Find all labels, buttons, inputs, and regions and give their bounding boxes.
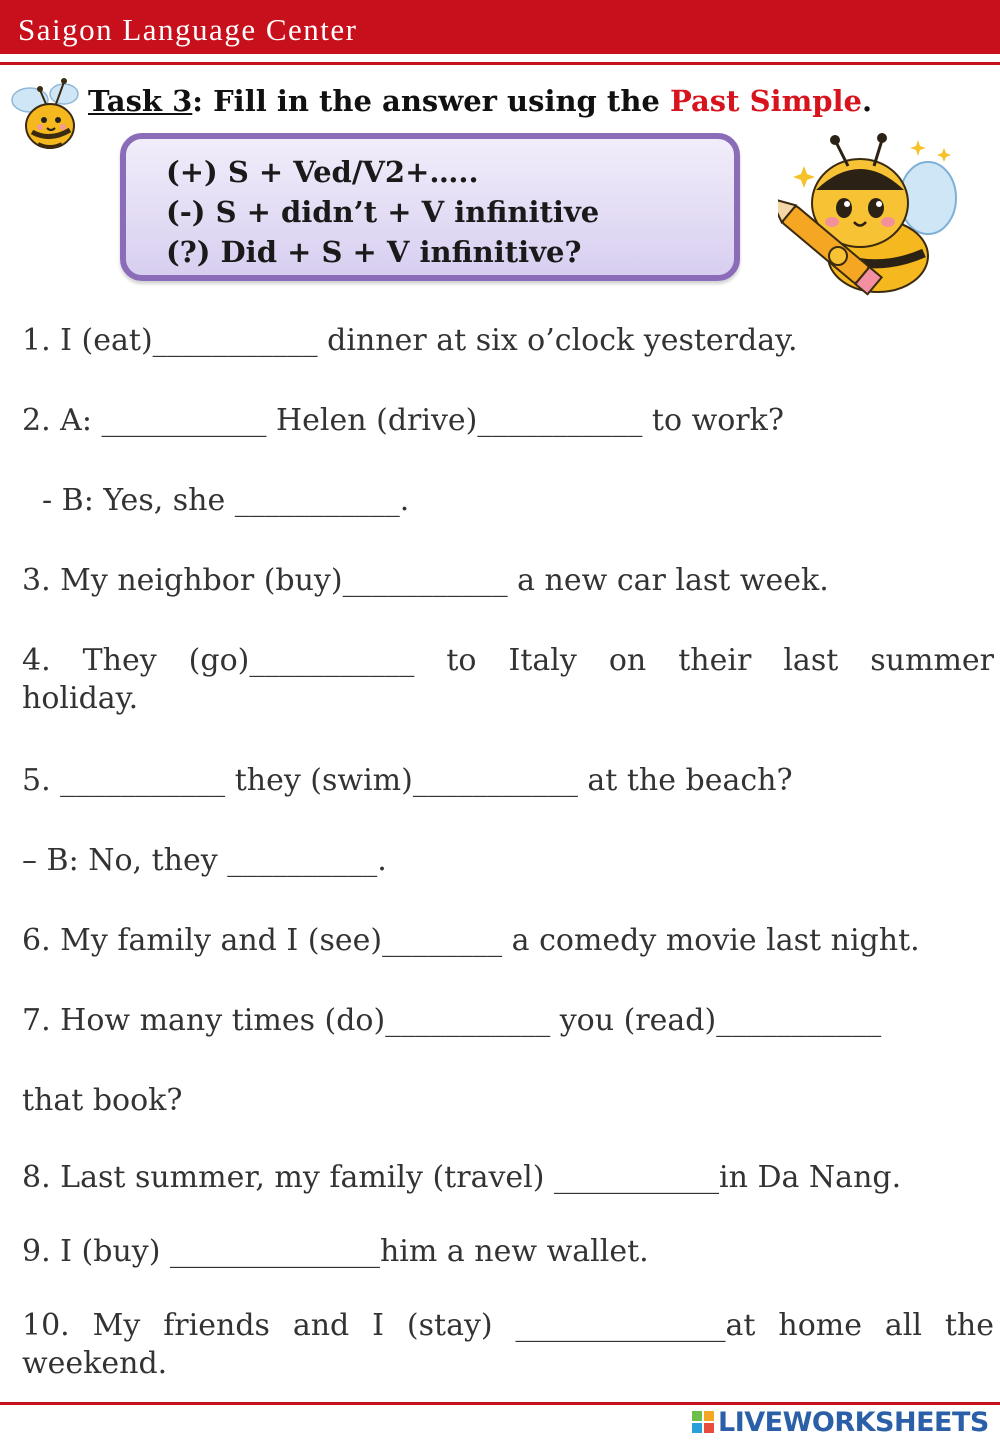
question-4-line2: holiday. [22,681,139,716]
question-5b: – B: No, they __________. [22,843,387,878]
formula-box [120,133,740,281]
question-6: 6. My family and I (see)________ a comedy movie last night. [22,923,920,958]
question-5a: 5. ___________ they (swim)___________ at the beach? [22,763,793,798]
task-label: Task 3 [88,84,193,118]
question-2b: - B: Yes, she ___________. [42,483,410,518]
question-4 [22,642,994,718]
formula-negative: (-) S + didn’t + V infinitive [166,195,600,229]
bee-with-pencil-icon [778,128,968,298]
question-10-line1: 10. My friends and I (stay) ______________at home all the [22,1308,994,1343]
logo-text: LIVEWORKSHEETS [718,1406,989,1438]
liveworksheets-logo [692,1404,989,1440]
question-7-line1: 7. How many times (do)___________ you (read)___________ [22,1003,882,1038]
task-title [88,84,872,118]
question-8: 8. Last summer, my family (travel) ___________in Da Nang. [22,1160,902,1195]
task-highlight: Past Simple [669,84,862,118]
question-10-line2: weekend. [22,1346,168,1381]
header-divider [0,62,1000,65]
question-2a: 2. A: ___________ Helen (drive)___________ to work? [22,403,784,438]
question-4-line1: 4. They (go)___________ to Italy on their last summer [22,643,994,678]
question-9: 9. I (buy) ______________him a new wallet. [22,1234,649,1269]
bee-icon [2,72,90,156]
question-3: 3. My neighbor (buy)___________ a new car last week. [22,563,829,598]
task-end: . [862,84,873,118]
liveworksheets-logo-icon [692,1411,714,1433]
header-title: Saigon Language Center [18,12,358,47]
formula-affirmative: (+) S + Ved/V2+….. [166,155,479,189]
question-7-line2: that book? [22,1083,183,1118]
formula-question: (?) Did + S + V infinitive? [166,235,582,269]
question-10 [22,1307,994,1383]
question-1: 1. I (eat)___________ dinner at six o’clock yesterday. [22,323,798,358]
header-band [0,0,1000,54]
task-text: : Fill in the answer using the [192,84,670,118]
